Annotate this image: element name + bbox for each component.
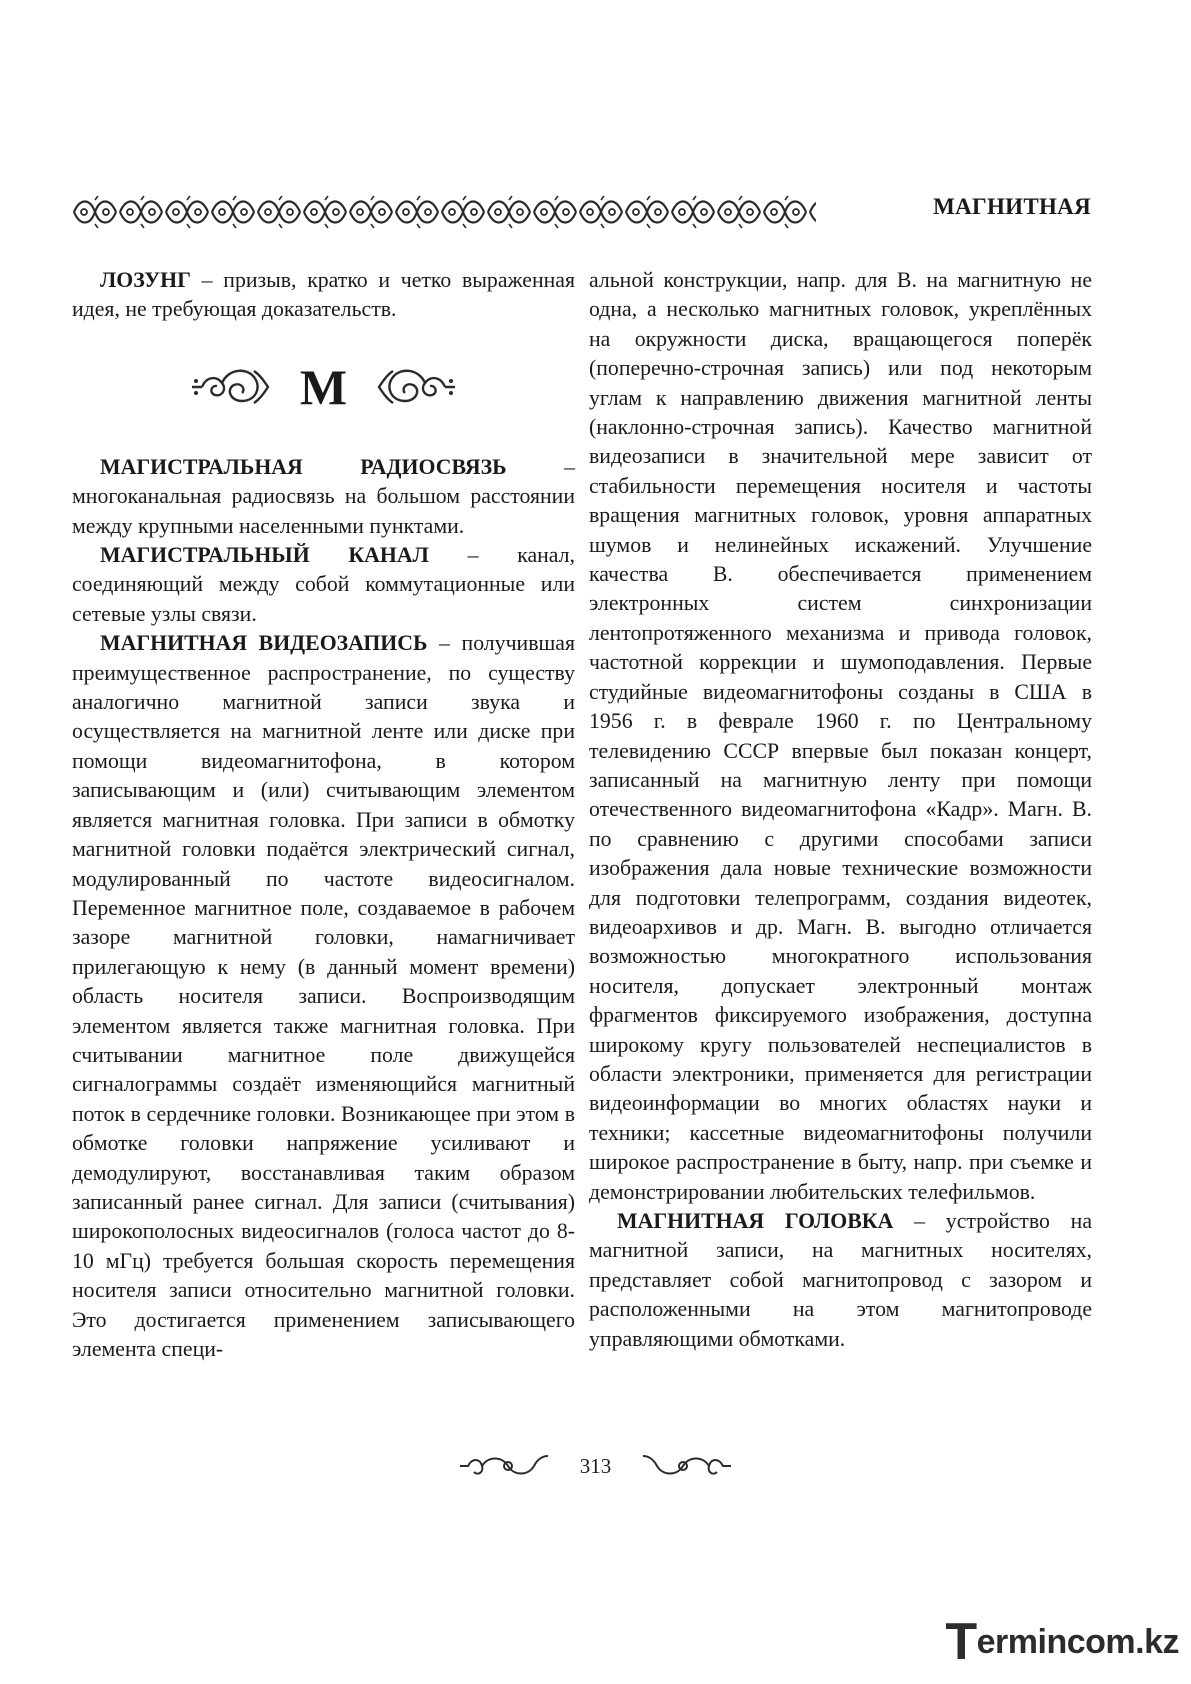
page-number: 313: [579, 1453, 612, 1478]
entry-continuation: альной конструкции, напр. для В. на магнитную не одна, а несколько магнитных головок, укреплённых на окружности диска, вращающегося поперёк (поперечно-строчная запись) или под некоторым углам к направлению движения магнитной ленты (наклонно-строчная запись). Качество магнитной видеозаписи в значительной мере зависит от стабильности перемещения носителя и частоты вращения магнитных головок, уровня аппаратных шумов и нелинейных искажений. Улучшение качества В. обеспечивается применением электронных систем синхронизации лентопротяженного механизма и привода головок, частотной коррекции и шумоподавления. Первые студийные видеомагнитофоны созданы в США в 1956 г. в феврале 1960 г. по Центральному телевидению СССР впервые был показан концерт, записанный на магнитную ленту при помощи отечественного видеомагнитофона «Кадр». Магн. В. по сравнению с другими способами записи изображения дала новые технические возможности для подготовки телепрограмм, создания видеотек, видеоархивов и др. Магн. В. выгодно отличается возможностью многократного использования носителя, допускает электронный монтаж фрагментов фиксируемого изображения, доступна широкому кругу пользователей неспециалистов в области электроники, применяется для регистрации видеоинформации во многих областях науки и техники; кассетные видеомагнитофоны получили широкое распространение в быту, напр. при съемке и демонстрировании любительских телефильмов.: [589, 268, 1092, 1204]
entry-magistralnaya-radiosvyaz: [72, 453, 575, 541]
page-footer: [0, 1450, 1191, 1482]
entry-term: МАГИСТРАЛЬНЫЙ КАНАЛ: [100, 543, 429, 568]
left-column: [72, 266, 575, 1364]
right-ornament-icon: [373, 361, 459, 413]
footer-left-ornament-icon: [458, 1452, 550, 1480]
left-ornament-icon: [188, 361, 274, 413]
right-column: [589, 266, 1092, 1354]
entry-definition: – канал, соединяющий между собой коммутационные или сетевые узлы связи.: [72, 543, 575, 626]
watermark-initial: T: [945, 1613, 977, 1671]
entry-definition: – призыв, кратко и четко выраженная идея, не требующая доказательств.: [72, 268, 575, 322]
entry-magnitnaya-videozapis: [72, 629, 575, 1364]
header-ornament-band: [72, 194, 816, 230]
entry-magistralny-kanal: [72, 541, 575, 629]
entry-term: МАГНИТНАЯ ГОЛОВКА: [617, 1209, 894, 1233]
entry-definition: – многоканальная радиосвязь на большом расстоянии между крупными населенными пунктами.: [72, 454, 575, 538]
site-watermark: [945, 1612, 1179, 1672]
watermark-rest: ermincom.kz: [976, 1623, 1179, 1661]
entry-term: МАГНИТНАЯ ВИДЕОЗАПИСЬ: [100, 631, 428, 656]
entry-definition: – получившая преимущественное распространение, по существу аналогично магнитной записи звука и осуществляется на магнитной ленте или диске при помощи видеомагнитофона, в котором записывающим и (или) считывающим элементом является магнитная головка. При записи в обмотку магнитной головки подаётся электрический сигнал, модулированный по частоте видеосигналом. Переменное магнитное поле, создаваемое в рабочем зазоре магнитной головки, намагничивает прилегающую к нему (в данный момент времени) область носителя записи. Воспроизводящим элементом является также магнитная головка. При считывании магнитное поле движущейся сигналограммы создаёт изменяющийся магнитный поток в сердечнике головки. Возникающее при этом в обмотке головки напряжение усиливают и демодулируют, восстанавливая таким образом записанный ранее сигнал. Для записи (считывания) широкополосных видеосигналов (голоса частот до 8-10 мГц) требуется большая скорость перемещения носителя записи относительно магнитной головки. Это достигается применением записывающего элемента специ-: [72, 631, 575, 1361]
section-letter: М: [299, 358, 348, 415]
entry-term: ЛОЗУНГ: [100, 268, 191, 292]
entry-term: МАГИСТРАЛЬНАЯ РАДИОСВЯЗЬ: [100, 454, 507, 479]
footer-right-ornament-icon: [641, 1452, 733, 1480]
entry-definition: – устройство на магнитной записи, на магнитных носителях, представляет собой магнитопровод с зазором и расположенными на этом магнитопроводе управляющими обмотками.: [589, 1209, 1092, 1351]
section-letter-divider: [72, 355, 575, 419]
entry-lozung: [72, 266, 575, 325]
entry-magnitnaya-golovka: [589, 1207, 1092, 1354]
running-header: МАГНИТНАЯ: [933, 194, 1091, 219]
